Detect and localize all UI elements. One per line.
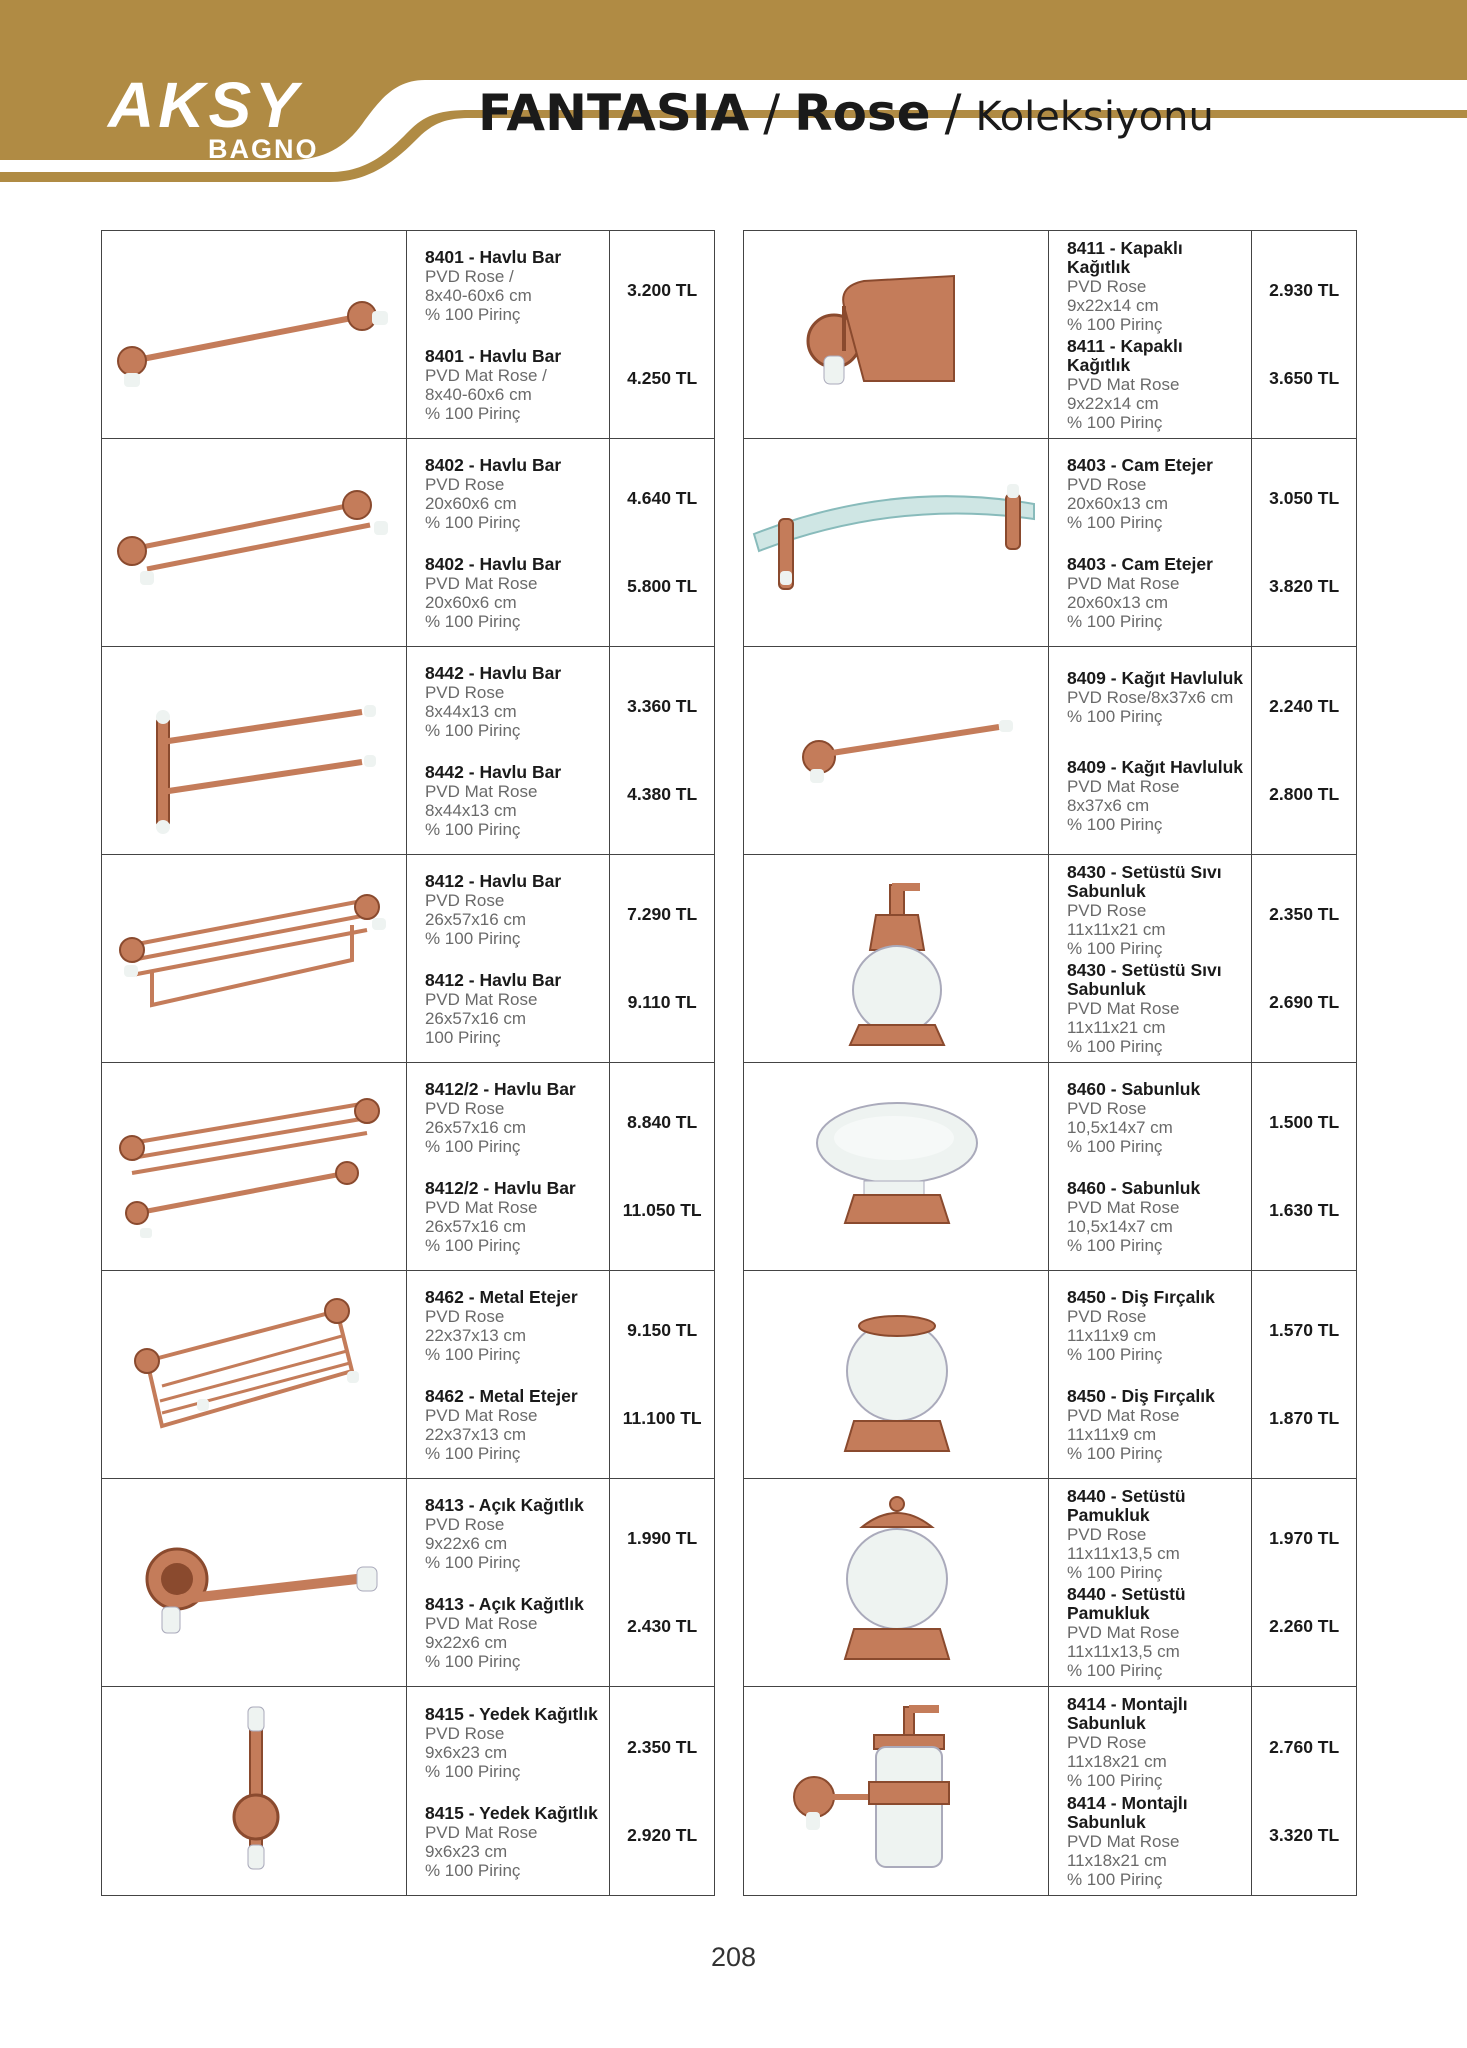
product-price: 11.050 TL <box>622 1199 702 1220</box>
product-prices <box>610 647 714 854</box>
product-variant <box>1067 758 1245 834</box>
product-description <box>1049 1063 1252 1270</box>
product-name: 8415 - Yedek Kağıtlık <box>424 1703 598 1724</box>
cotton-jar-icon <box>744 1479 1050 1684</box>
product-spec: 20x60x6 cm <box>424 494 517 514</box>
product-spec: % 100 Pirinç <box>1066 707 1163 726</box>
product-row <box>102 439 714 647</box>
product-price: 2.690 TL <box>1269 991 1340 1012</box>
product-prices <box>1252 1687 1356 1895</box>
product-spec: 9x6x23 cm <box>424 1742 508 1762</box>
product-spec: PVD Rose <box>1066 276 1147 296</box>
product-spec: PVD Mat Rose <box>424 1405 538 1425</box>
product-name: 8403 - Cam Etejer <box>1066 553 1213 574</box>
product-price: 2.260 TL <box>1269 1615 1340 1636</box>
product-price: 1.500 TL <box>1269 1112 1340 1133</box>
product-variant <box>425 1595 603 1671</box>
page-number: 208 <box>710 1942 757 1972</box>
product-spec: PVD Rose <box>424 1099 505 1119</box>
product-variant <box>425 1179 603 1255</box>
product-name: 8402 - Havlu Bar <box>424 455 562 476</box>
product-row <box>744 855 1356 1063</box>
product-price: 2.350 TL <box>627 1736 698 1757</box>
product-spec: % 100 Pirinç <box>424 403 521 423</box>
towel-rack-icon <box>102 855 408 1060</box>
toothbrush-holder-icon <box>744 1271 1050 1476</box>
product-name: 8414 - Montajlı Sabunluk <box>1066 1694 1188 1733</box>
product-prices <box>610 231 714 438</box>
product-spec: 26x57x16 cm <box>424 1118 527 1138</box>
product-description <box>1049 1271 1252 1478</box>
product-spec: % 100 Pirinç <box>1066 513 1163 533</box>
towel-rack-with-bar-icon <box>102 1063 408 1268</box>
product-spec: PVD Rose <box>1066 900 1147 920</box>
product-spec: % 100 Pirinç <box>1066 1235 1163 1255</box>
product-spec: 10,5x14x7 cm <box>1066 1216 1173 1236</box>
product-image <box>102 1479 407 1686</box>
product-spec: 11x11x21 cm <box>1066 1018 1166 1038</box>
product-spec: PVD Mat Rose <box>1066 999 1180 1019</box>
product-name: 8440 - Setüstü Pamukluk <box>1066 1485 1186 1525</box>
product-price: 9.110 TL <box>627 991 697 1012</box>
product-spec: PVD Rose <box>1066 1099 1147 1119</box>
product-name: 8409 - Kağıt Havluluk <box>1066 757 1244 777</box>
product-image <box>102 647 407 854</box>
product-spec: 9x22x6 cm <box>424 1632 508 1652</box>
product-row <box>102 855 714 1063</box>
product-price: 2.240 TL <box>1269 696 1340 717</box>
product-table-right <box>743 230 1357 1896</box>
product-spec: 20x60x13 cm <box>1066 494 1169 514</box>
product-price: 2.800 TL <box>1269 783 1340 804</box>
finish-name: Rose <box>794 84 931 142</box>
product-price: 1.570 TL <box>1269 1320 1340 1341</box>
product-prices <box>610 1063 714 1270</box>
product-name: 8415 - Yedek Kağıtlık <box>424 1802 598 1823</box>
product-spec: % 100 Pirinç <box>1066 815 1163 834</box>
product-image <box>102 855 407 1062</box>
product-price: 1.970 TL <box>1269 1528 1340 1549</box>
product-row <box>102 1479 714 1687</box>
product-variant <box>1067 1288 1245 1364</box>
product-price: 3.050 TL <box>1269 488 1340 509</box>
collection-name: FANTASIA <box>478 84 750 142</box>
product-variant <box>425 971 603 1047</box>
product-spec: % 100 Pirinç <box>424 513 521 533</box>
product-description <box>407 231 610 438</box>
product-name: 8413 - Açık Kağıtlık <box>424 1495 584 1516</box>
product-variant <box>425 1387 603 1463</box>
product-spec: % 100 Pirinç <box>424 819 521 839</box>
product-prices <box>610 1687 714 1895</box>
product-variant <box>1067 1080 1245 1156</box>
product-image <box>102 439 407 646</box>
product-spec: PVD Mat Rose <box>424 573 538 593</box>
product-name: 8460 - Sabunluk <box>1066 1177 1201 1198</box>
product-description <box>407 1687 610 1895</box>
product-variant <box>1067 1585 1245 1680</box>
product-description <box>407 855 610 1062</box>
product-spec: % 100 Pirinç <box>424 1345 521 1365</box>
brand-name: AKSY <box>108 69 302 141</box>
product-spec: 100 Pirinç <box>424 1027 501 1047</box>
product-image <box>102 1063 407 1270</box>
product-price: 4.380 TL <box>627 783 698 804</box>
product-description <box>1049 855 1252 1062</box>
product-spec: % 100 Pirinç <box>424 305 521 325</box>
product-variant <box>425 1288 603 1364</box>
product-spec: % 100 Pirinç <box>1066 1771 1163 1790</box>
product-row <box>744 647 1356 855</box>
product-spec: % 100 Pirinç <box>1066 1137 1163 1157</box>
product-spec: % 100 Pirinç <box>1066 1562 1163 1582</box>
brand-subtitle: BAGNO <box>208 134 319 164</box>
product-spec: PVD Rose <box>424 1515 505 1535</box>
product-variant <box>1067 1487 1245 1582</box>
product-image <box>744 1479 1049 1686</box>
product-spec: 26x57x16 cm <box>424 1008 527 1028</box>
product-name: 8462 - Metal Etejer <box>424 1385 578 1406</box>
product-spec: 9x22x14 cm <box>1066 394 1159 414</box>
product-spec: 22x37x13 cm <box>424 1326 527 1346</box>
product-image <box>744 855 1049 1062</box>
product-price: 2.350 TL <box>1269 904 1340 925</box>
product-variant <box>1067 961 1245 1056</box>
page-header <box>0 0 1467 200</box>
product-row <box>744 1479 1356 1687</box>
product-variant <box>1067 1179 1245 1255</box>
product-name: 8414 - Montajlı Sabunluk <box>1066 1793 1188 1832</box>
product-image <box>744 1687 1049 1895</box>
product-spec: 11x11x13,5 cm <box>1066 1642 1180 1662</box>
product-prices <box>1252 439 1356 646</box>
product-description <box>407 1479 610 1686</box>
product-spec: % 100 Pirinç <box>1066 314 1163 334</box>
product-spec: 11x18x21 cm <box>1066 1752 1167 1771</box>
product-spec: 9x22x6 cm <box>424 1534 508 1554</box>
product-price: 2.930 TL <box>1269 280 1340 301</box>
title-separator: / <box>763 84 781 142</box>
product-spec: PVD Rose <box>424 475 505 495</box>
product-spec: PVD Mat Rose <box>424 989 538 1009</box>
product-prices <box>610 439 714 646</box>
product-variant <box>1067 239 1245 334</box>
product-variant <box>425 1804 603 1880</box>
title-suffix: Koleksiyonu <box>975 94 1214 140</box>
title-separator: / <box>944 84 962 142</box>
product-image <box>744 231 1049 438</box>
towel-bar-double-icon <box>102 439 408 644</box>
product-description <box>407 1271 610 1478</box>
product-spec: 20x60x13 cm <box>1066 592 1169 612</box>
product-spec: PVD Mat Rose <box>1066 573 1180 593</box>
product-name: 8442 - Havlu Bar <box>424 761 562 782</box>
product-row <box>102 1063 714 1271</box>
product-spec: 9x22x14 cm <box>1066 295 1159 315</box>
product-spec: % 100 Pirinç <box>424 1651 521 1671</box>
product-row <box>102 231 714 439</box>
product-spec: PVD Rose / <box>424 267 514 287</box>
product-name: 8402 - Havlu Bar <box>424 553 562 574</box>
product-price: 5.800 TL <box>627 575 698 596</box>
product-prices <box>610 1271 714 1478</box>
page-title <box>478 84 1214 144</box>
product-spec: 8x44x13 cm <box>424 702 517 722</box>
product-spec: PVD Rose <box>424 1723 505 1743</box>
product-spec: % 100 Pirinç <box>424 1443 521 1463</box>
product-spec: 8x40-60x6 cm <box>424 384 532 404</box>
product-prices <box>1252 1479 1356 1686</box>
product-description <box>407 1063 610 1270</box>
product-spec: 26x57x16 cm <box>424 910 527 930</box>
product-price: 8.840 TL <box>627 1112 698 1133</box>
product-spec: PVD Mat Rose <box>424 1197 538 1217</box>
product-row <box>744 1063 1356 1271</box>
product-description <box>1049 439 1252 646</box>
product-table-left <box>101 230 715 1896</box>
product-spec: PVD Mat Rose <box>1066 1832 1180 1851</box>
product-variant <box>1067 456 1245 532</box>
product-variant <box>1067 1387 1245 1463</box>
product-spec: PVD Rose <box>1066 1524 1147 1544</box>
product-spec: % 100 Pirinç <box>1066 938 1163 958</box>
product-price: 3.200 TL <box>627 280 698 301</box>
product-spec: % 100 Pirinç <box>1066 1443 1163 1463</box>
soap-dish-icon <box>744 1063 1050 1268</box>
product-spec: % 100 Pirinç <box>424 1761 521 1781</box>
product-spec: PVD Mat Rose <box>424 1822 538 1842</box>
product-name: 8440 - Setüstü Pamukluk <box>1066 1584 1186 1624</box>
product-name: 8412/2 - Havlu Bar <box>424 1079 576 1100</box>
product-spec: 11x11x21 cm <box>1066 919 1166 939</box>
product-spec: % 100 Pirinç <box>1066 1345 1163 1365</box>
product-spec: PVD Rose <box>1066 1307 1147 1327</box>
product-spec: 11x11x13,5 cm <box>1066 1543 1180 1563</box>
product-spec: % 100 Pirinç <box>424 1553 521 1573</box>
brand-logo <box>104 68 344 168</box>
product-prices <box>610 855 714 1062</box>
liquid-soap-dispenser-icon <box>744 855 1050 1060</box>
product-name: 8403 - Cam Etejer <box>1066 455 1213 476</box>
product-spec: % 100 Pirinç <box>1066 1661 1163 1681</box>
product-spec: % 100 Pirinç <box>424 1137 521 1157</box>
product-spec: PVD Rose <box>1066 475 1147 495</box>
product-spec: 10,5x14x7 cm <box>1066 1118 1173 1138</box>
product-spec: PVD Rose <box>424 683 505 703</box>
product-spec: 11x11x9 cm <box>1066 1424 1157 1444</box>
product-spec: % 100 Pirinç <box>1066 611 1163 631</box>
product-prices <box>1252 1271 1356 1478</box>
product-spec: PVD Rose <box>1066 1733 1147 1752</box>
product-variant <box>1067 1695 1245 1790</box>
product-name: 8412 - Havlu Bar <box>424 969 562 990</box>
product-name: 8462 - Metal Etejer <box>424 1287 578 1308</box>
product-spec: PVD Mat Rose <box>1066 1197 1180 1217</box>
product-spec: 8x40-60x6 cm <box>424 286 532 306</box>
product-prices <box>1252 855 1356 1062</box>
product-row <box>744 1271 1356 1479</box>
product-variant <box>425 1496 603 1572</box>
product-spec: 9x6x23 cm <box>424 1841 508 1861</box>
product-name: 8401 - Havlu Bar <box>424 345 562 366</box>
covered-paper-holder-icon <box>744 231 1050 436</box>
product-spec: 8x44x13 cm <box>424 800 517 820</box>
product-prices <box>1252 1063 1356 1270</box>
product-name: 8450 - Diş Fırçalık <box>1066 1287 1215 1308</box>
product-variant <box>425 664 603 740</box>
product-name: 8401 - Havlu Bar <box>424 247 562 268</box>
product-spec: % 100 Pirinç <box>1066 413 1163 433</box>
product-description <box>407 647 610 854</box>
metal-shelf-icon <box>102 1271 408 1476</box>
product-name: 8430 - Setüstü Sıvı Sabunluk <box>1066 861 1222 901</box>
product-spec: 11x18x21 cm <box>1066 1851 1167 1870</box>
product-image <box>102 1687 407 1895</box>
product-price: 3.360 TL <box>627 696 698 717</box>
product-prices <box>1252 231 1356 438</box>
product-description <box>1049 1479 1252 1686</box>
product-variant <box>425 1705 603 1781</box>
glass-shelf-icon <box>744 439 1050 644</box>
product-spec: PVD Mat Rose / <box>424 365 547 385</box>
product-name: 8412/2 - Havlu Bar <box>424 1177 576 1198</box>
product-spec: 11x11x9 cm <box>1066 1326 1157 1346</box>
product-spec: 8x37x6 cm <box>1066 796 1150 815</box>
product-spec: PVD Mat Rose <box>1066 1623 1180 1643</box>
product-name: 8412 - Havlu Bar <box>424 871 562 892</box>
product-spec: % 100 Pirinç <box>424 1860 521 1880</box>
towel-bar-single-icon <box>102 231 408 436</box>
product-name: 8430 - Setüstü Sıvı Sabunluk <box>1066 960 1222 1000</box>
product-price: 9.150 TL <box>627 1320 698 1341</box>
product-spec: PVD Mat Rose <box>1066 1405 1180 1425</box>
product-price: 3.320 TL <box>1269 1824 1340 1845</box>
product-spec: % 100 Pirinç <box>424 721 521 741</box>
product-spec: PVD Rose <box>424 891 505 911</box>
product-variant <box>425 347 603 423</box>
product-spec: PVD Rose <box>424 1307 505 1327</box>
product-row <box>744 231 1356 439</box>
product-spec: PVD Rose/8x37x6 cm <box>1066 688 1234 707</box>
towel-bar-twin-icon <box>102 647 408 852</box>
product-variant <box>1067 1794 1245 1889</box>
product-spec: % 100 Pirinç <box>1066 1870 1163 1889</box>
product-variant <box>425 555 603 631</box>
product-variant <box>1067 669 1245 726</box>
product-name: 8411 - Kapaklı Kağıtlık <box>1066 336 1183 376</box>
product-price: 7.290 TL <box>627 904 698 925</box>
product-variant <box>425 1080 603 1156</box>
product-spec: PVD Mat Rose <box>424 781 538 801</box>
product-variant <box>1067 555 1245 631</box>
product-spec: % 100 Pirinç <box>424 1235 521 1255</box>
product-image <box>744 647 1049 854</box>
product-variant <box>1067 337 1245 432</box>
product-name: 8442 - Havlu Bar <box>424 663 562 684</box>
product-spec: % 100 Pirinç <box>424 929 521 949</box>
product-spec: % 100 Pirinç <box>1066 1037 1163 1057</box>
product-spec: 26x57x16 cm <box>424 1216 527 1236</box>
product-image <box>744 1063 1049 1270</box>
product-name: 8411 - Kapaklı Kağıtlık <box>1066 237 1183 277</box>
product-row <box>744 1687 1356 1895</box>
product-price: 2.760 TL <box>1269 1736 1340 1757</box>
product-image <box>744 1271 1049 1478</box>
product-description <box>1049 231 1252 438</box>
product-price: 4.250 TL <box>627 367 698 388</box>
product-price: 3.820 TL <box>1269 575 1340 596</box>
product-price: 1.990 TL <box>627 1528 698 1549</box>
product-spec: PVD Mat Rose <box>424 1613 538 1633</box>
product-description <box>407 439 610 646</box>
product-spec: 22x37x13 cm <box>424 1424 527 1444</box>
product-spec: PVD Mat Rose <box>1066 777 1180 796</box>
product-spec: PVD Mat Rose <box>1066 375 1180 395</box>
product-price: 1.630 TL <box>1269 1199 1340 1220</box>
product-variant <box>425 872 603 948</box>
product-row <box>102 1687 714 1895</box>
product-name: 8460 - Sabunluk <box>1066 1079 1201 1100</box>
wall-soap-dispenser-icon <box>744 1687 1050 1892</box>
product-description <box>1049 647 1252 854</box>
product-name: 8413 - Açık Kağıtlık <box>424 1593 584 1614</box>
product-spec: % 100 Pirinç <box>424 611 521 631</box>
product-price: 3.650 TL <box>1269 367 1340 388</box>
product-name: 8450 - Diş Fırçalık <box>1066 1385 1215 1406</box>
product-spec: 20x60x6 cm <box>424 592 517 612</box>
paper-towel-holder-icon <box>744 647 1050 852</box>
product-price: 11.100 TL <box>622 1407 702 1428</box>
product-prices <box>1252 647 1356 854</box>
product-variant <box>425 456 603 532</box>
product-row <box>102 1271 714 1479</box>
product-image <box>744 439 1049 646</box>
product-image <box>102 231 407 438</box>
product-name: 8409 - Kağıt Havluluk <box>1066 668 1244 688</box>
product-price: 2.430 TL <box>627 1615 698 1636</box>
open-paper-holder-icon <box>102 1479 408 1684</box>
product-price: 1.870 TL <box>1269 1407 1340 1428</box>
product-row <box>102 647 714 855</box>
product-row <box>744 439 1356 647</box>
product-prices <box>610 1479 714 1686</box>
product-image <box>102 1271 407 1478</box>
product-description <box>1049 1687 1252 1895</box>
product-price: 2.920 TL <box>627 1824 698 1845</box>
product-variant <box>425 763 603 839</box>
spare-paper-holder-icon <box>102 1687 408 1892</box>
product-variant <box>425 248 603 324</box>
product-price: 4.640 TL <box>627 488 698 509</box>
product-variant <box>1067 863 1245 958</box>
